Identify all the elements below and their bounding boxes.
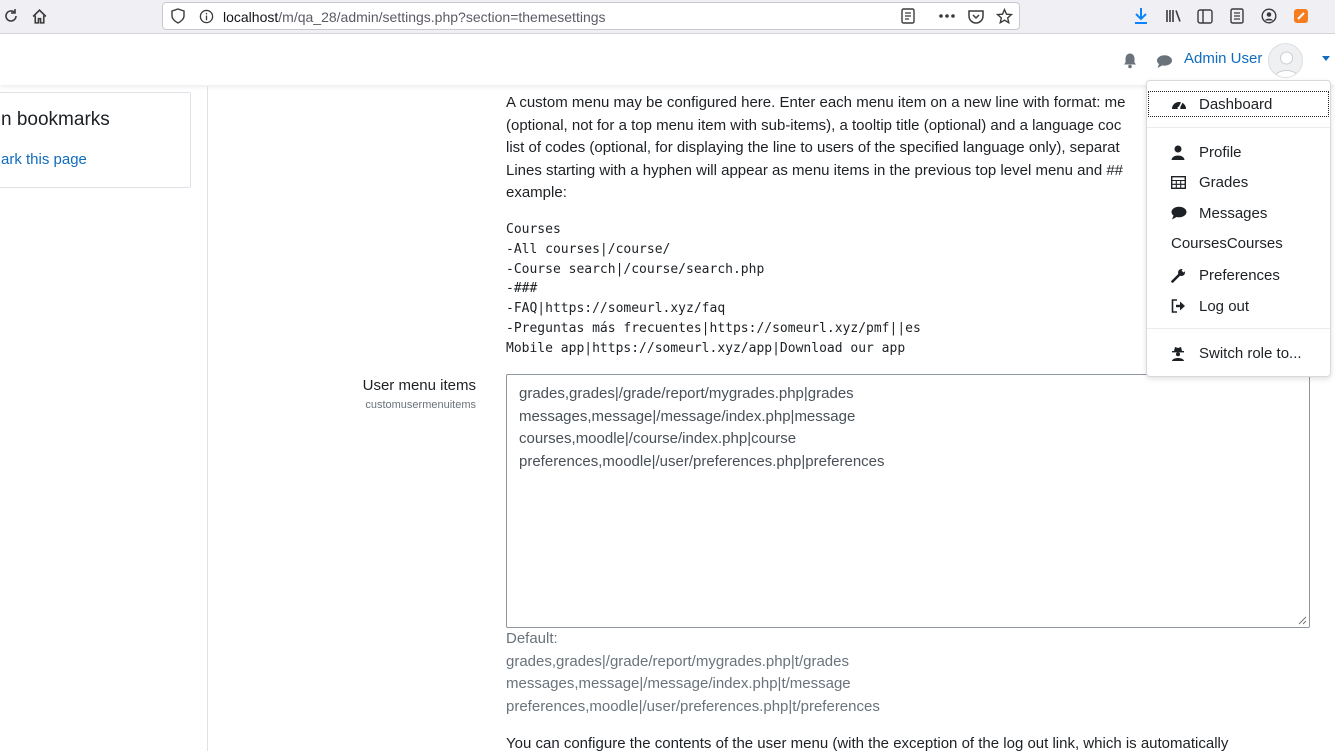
- setting-label: User menu items: [362, 377, 476, 394]
- bell-icon[interactable]: [1122, 52, 1140, 70]
- setting-sublabel: customusermenuitems: [365, 399, 476, 411]
- avatar[interactable]: [1268, 43, 1303, 78]
- top-navbar: [0, 35, 1335, 85]
- textarea-line: messages,message|/message/index.php|message: [519, 407, 856, 425]
- textarea-line: preferences,moodle|/user/preferences.php|preferences: [519, 452, 885, 470]
- dashboard-icon: [1171, 97, 1199, 111]
- bookmarks-block: [0, 92, 191, 188]
- menu-item-switch-role[interactable]: [1147, 339, 1330, 367]
- user-icon: [1171, 145, 1199, 160]
- library-icon[interactable]: [1163, 5, 1185, 27]
- description-line: A custom menu may be configured here. Enter each menu item on a new line with format: me: [506, 94, 1126, 111]
- menu-item-label: Preferences: [1199, 266, 1280, 284]
- chevron-down-icon[interactable]: [1322, 56, 1330, 61]
- menu-item-dashboard[interactable]: [1147, 90, 1330, 118]
- browser-toolbar: [0, 0, 1335, 34]
- menu-item-messages[interactable]: [1147, 199, 1330, 227]
- resize-handle-icon[interactable]: [1297, 615, 1307, 625]
- textarea-line: grades,grades|/grade/report/mygrades.php|grades: [519, 385, 854, 402]
- menu-item-label: Profile: [1199, 143, 1242, 161]
- pocket-icon[interactable]: [965, 5, 987, 27]
- notes-icon[interactable]: [1226, 5, 1248, 27]
- description-line: example:: [506, 184, 567, 201]
- download-icon[interactable]: [1130, 5, 1152, 27]
- menu-item-label: Dashboard: [1199, 95, 1273, 113]
- sign-out-icon: [1171, 299, 1199, 313]
- menu-item-label: Messages: [1199, 204, 1268, 222]
- url-host: localhost: [223, 9, 279, 25]
- menu-item-logout[interactable]: [1147, 292, 1330, 320]
- reload-icon[interactable]: [0, 5, 22, 27]
- column-divider: [207, 86, 208, 751]
- menu-item-label: Log out: [1199, 297, 1250, 315]
- menu-item-label: Grades: [1199, 173, 1249, 191]
- user-menu-help-text: You can configure the contents of the user menu (with the exception of the log out link, which is automatically: [506, 735, 1229, 751]
- wrench-icon: [1171, 268, 1199, 283]
- textarea-line: courses,moodle|/course/index.php|course: [519, 430, 797, 447]
- user-menu-items-textarea[interactable]: [506, 374, 1310, 628]
- menu-item-profile[interactable]: [1147, 138, 1330, 166]
- default-line: messages,message|/message/index.php|t/message: [506, 675, 851, 692]
- bookmarks-title: n bookmarks: [1, 109, 110, 130]
- comment-icon: [1171, 206, 1199, 220]
- description-line: Lines starting with a hyphen will appear as menu items in the previous top level menu and ##: [506, 161, 1124, 179]
- user-secret-icon: [1171, 346, 1199, 361]
- info-icon[interactable]: [195, 5, 217, 27]
- menu-item-preferences[interactable]: [1147, 261, 1330, 289]
- default-label: Default:: [506, 630, 558, 647]
- menu-divider: [1147, 127, 1330, 128]
- default-value: [506, 628, 880, 718]
- default-line: preferences,moodle|/user/preferences.php|t/preferences: [506, 697, 880, 715]
- description-line: list of codes (optional, for displaying the line to users of the specified language only), separat: [506, 139, 1120, 156]
- home-icon[interactable]: [28, 5, 50, 27]
- star-icon[interactable]: [993, 5, 1015, 27]
- menu-divider: [1147, 328, 1330, 329]
- menu-item-label: Switch role to...: [1199, 344, 1302, 362]
- menu-item-courses[interactable]: CoursesCourses: [1171, 235, 1283, 252]
- table-icon: [1171, 176, 1199, 189]
- user-name-link[interactable]: Admin User: [1184, 50, 1263, 67]
- shield-icon[interactable]: [167, 5, 189, 27]
- menu-item-grades[interactable]: [1147, 168, 1330, 196]
- user-dropdown-menu: [1146, 80, 1331, 377]
- description-line: (optional, not for a top menu item with sub-items), a tooltip title (optional) and a language coc: [506, 116, 1122, 134]
- reader-view-icon[interactable]: [897, 5, 919, 27]
- bookmark-page-link[interactable]: ark this page: [1, 151, 87, 168]
- more-actions-icon[interactable]: [936, 5, 958, 27]
- chat-icon[interactable]: [1156, 54, 1174, 72]
- url-text[interactable]: [223, 9, 606, 25]
- sidebar-icon[interactable]: [1194, 5, 1216, 27]
- url-bar[interactable]: [162, 2, 1020, 30]
- extension-icon[interactable]: [1290, 5, 1312, 27]
- account-icon[interactable]: [1258, 5, 1280, 27]
- default-line: grades,grades|/grade/report/mygrades.php|t/grades: [506, 652, 849, 670]
- example-code: Courses -All courses|/course/ -Course search|/course/search.php -### -FAQ|https://someurl.xyz/faq -Preguntas más frecuentes|https://someurl.xyz/pmf||es Mobile app|https://someurl.xyz/app|Download our app: [506, 222, 921, 356]
- url-path: /m/qa_28/admin/settings.php?section=themesettings: [278, 9, 606, 25]
